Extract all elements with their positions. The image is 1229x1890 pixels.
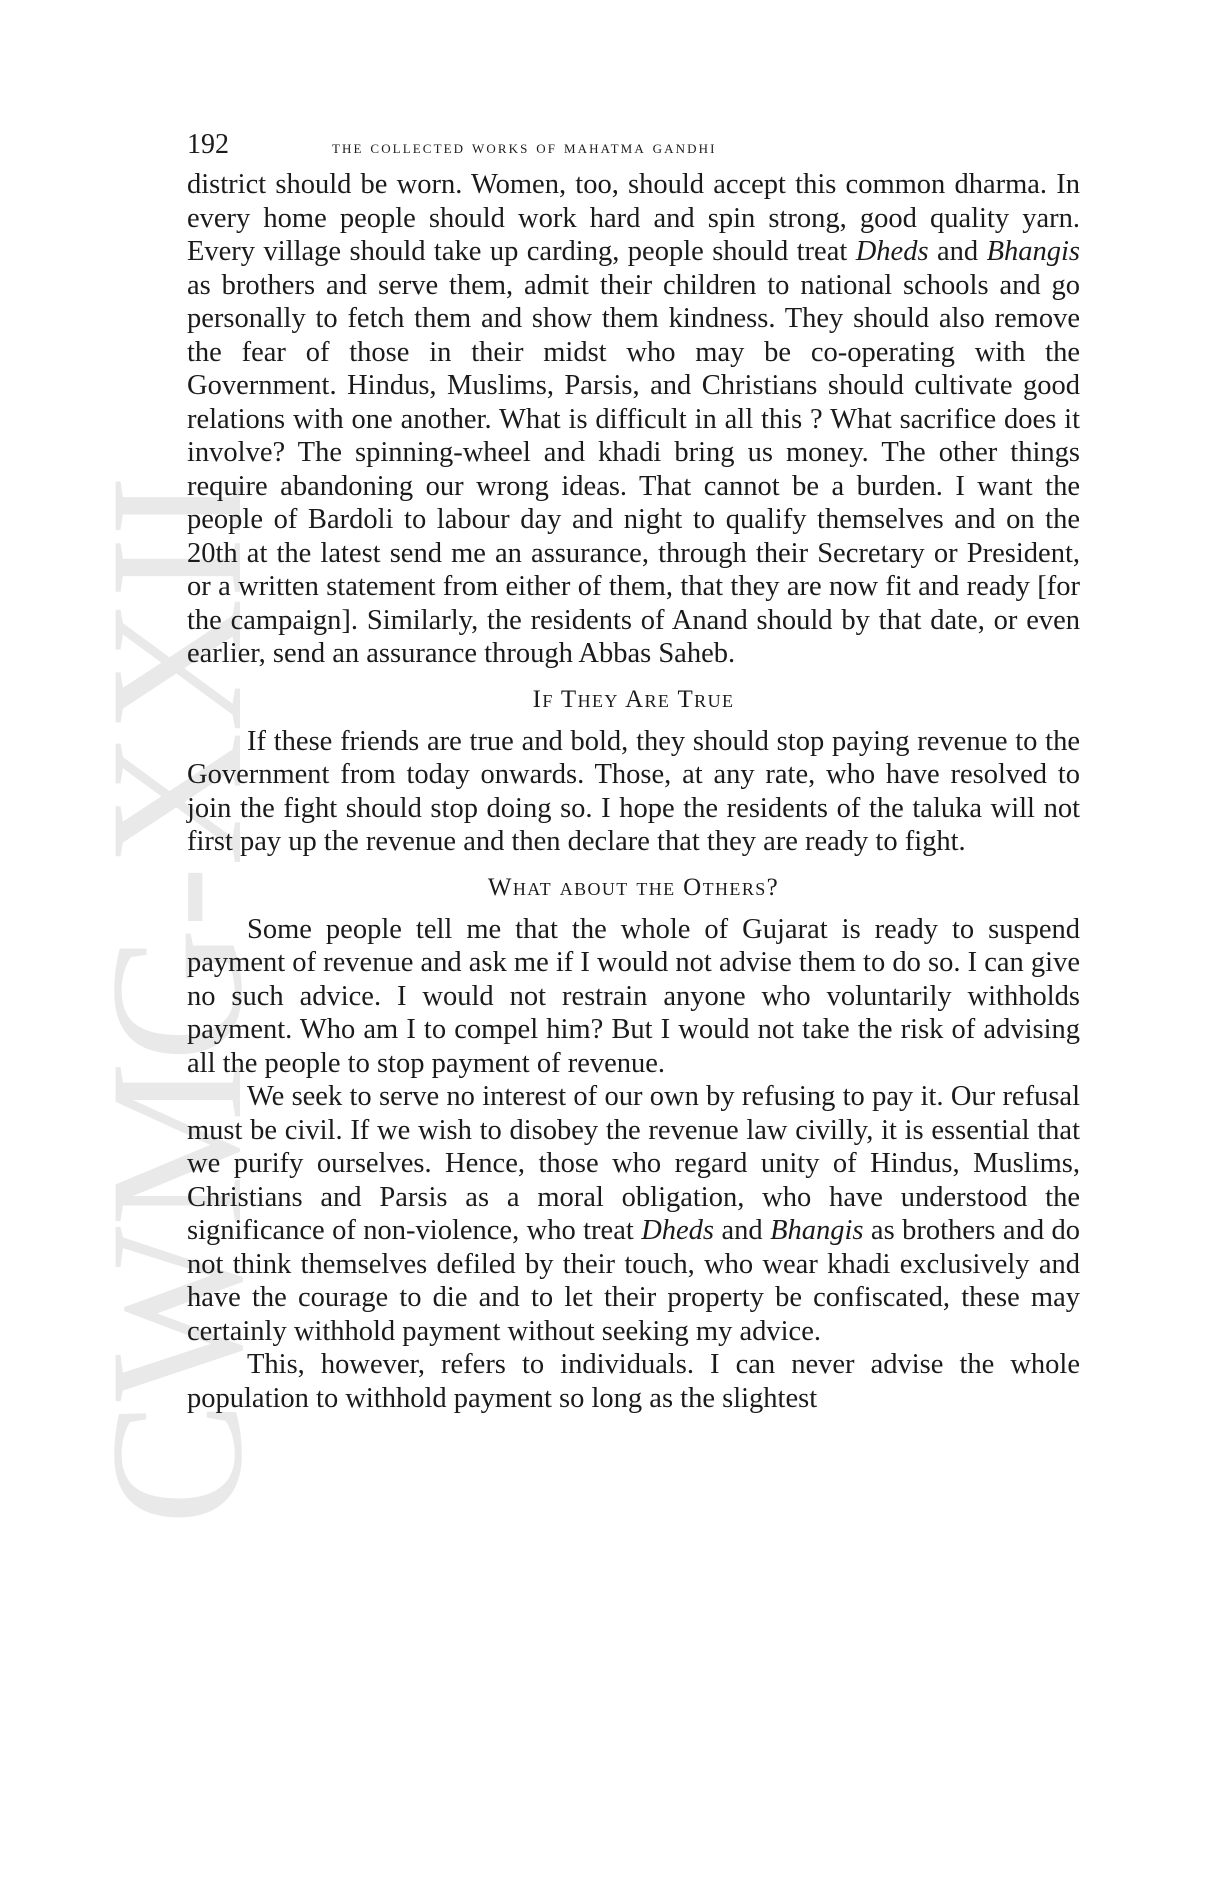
text-run: as brothers and do not think themselves defiled by their touch, who wear khadi exclusively and have the courage to die and to let their property be confiscated, these may certainly withhold payment without seeking my advice. — [187, 1215, 1080, 1347]
text-run: We seek to serve no interest of our own by refusing to pay it. Our refusal must be civil. If we wish to disobey the revenue law civilly, it is essential that we purify ourselves. Hence, those who regard unity of Hindus, Muslims, Christians and Parsis as a moral obligation, who have understood the significance of non-violence, who treat — [187, 1081, 1080, 1246]
text-run: and — [928, 236, 987, 267]
italic-term: Bhangis — [770, 1215, 864, 1246]
paragraph: This, however, refers to individuals. I can never advise the whole population to withhold payment so long as the slightest — [187, 1349, 1080, 1414]
page — [187, 128, 1080, 1415]
italic-term: Dheds — [641, 1215, 715, 1246]
section-heading: What about the Others? — [487, 873, 780, 901]
running-title: the collected works of mahatma gandhi — [332, 137, 717, 158]
text-run: and — [714, 1215, 771, 1246]
paragraph-continued — [187, 168, 1080, 671]
italic-term: Bhangis — [986, 236, 1080, 267]
text-run: district should be worn. Women, too, should accept this common dharma. In every home people should work hard and spin strong, good quality yarn. Every village should take up carding, people should treat — [187, 169, 1080, 267]
running-head — [187, 128, 1080, 168]
paragraph: If these friends are true and bold, they should stop paying revenue to the Government from today onwards. Those, at any rate, who have resolved to join the fight should stop doing so. I hope the residents of the taluka will not first pay up the revenue and then declare that they are ready to fight. — [187, 725, 1080, 857]
italic-term: Dheds — [855, 236, 929, 267]
watermark-text: CWMG-XXII — [72, 448, 282, 1525]
paragraph: Some people tell me that the whole of Gujarat is ready to suspend payment of revenue and ask me if I would not advise them to do so. I can give no such advice. I would not restrain anyone who voluntarily withholds payment. Who am I to compel him? But I would not take the risk of advising all the people to stop payment of revenue. — [187, 913, 1080, 1079]
page-number: 192 — [187, 129, 229, 160]
paragraph — [187, 1080, 1080, 1348]
section-heading: If They Are True — [532, 685, 735, 713]
text-run: as brothers and serve them, admit their children to national schools and go personally to fetch them and show them kindness. They should also remove the fear of those in their midst who may be co-operating with the Government. Hindus, Muslims, Parsis, and Christians should cultivate good relations with one another. What is difficult in all this ? What sacrifice does it involve? The spinning-wheel and khadi bring us money. The other things require abandoning our wrong ideas. That cannot be a burden. I want the people of Bardoli to labour day and night to qualify themselves and on the 20th at the latest send me an assurance, through their Secretary or President, or a written statement from either of them, that they are now fit and ready [for the campaign]. Similarly, the residents of Anand should by that date, or even earlier, send an assurance through Abbas Saheb. — [187, 269, 1080, 669]
